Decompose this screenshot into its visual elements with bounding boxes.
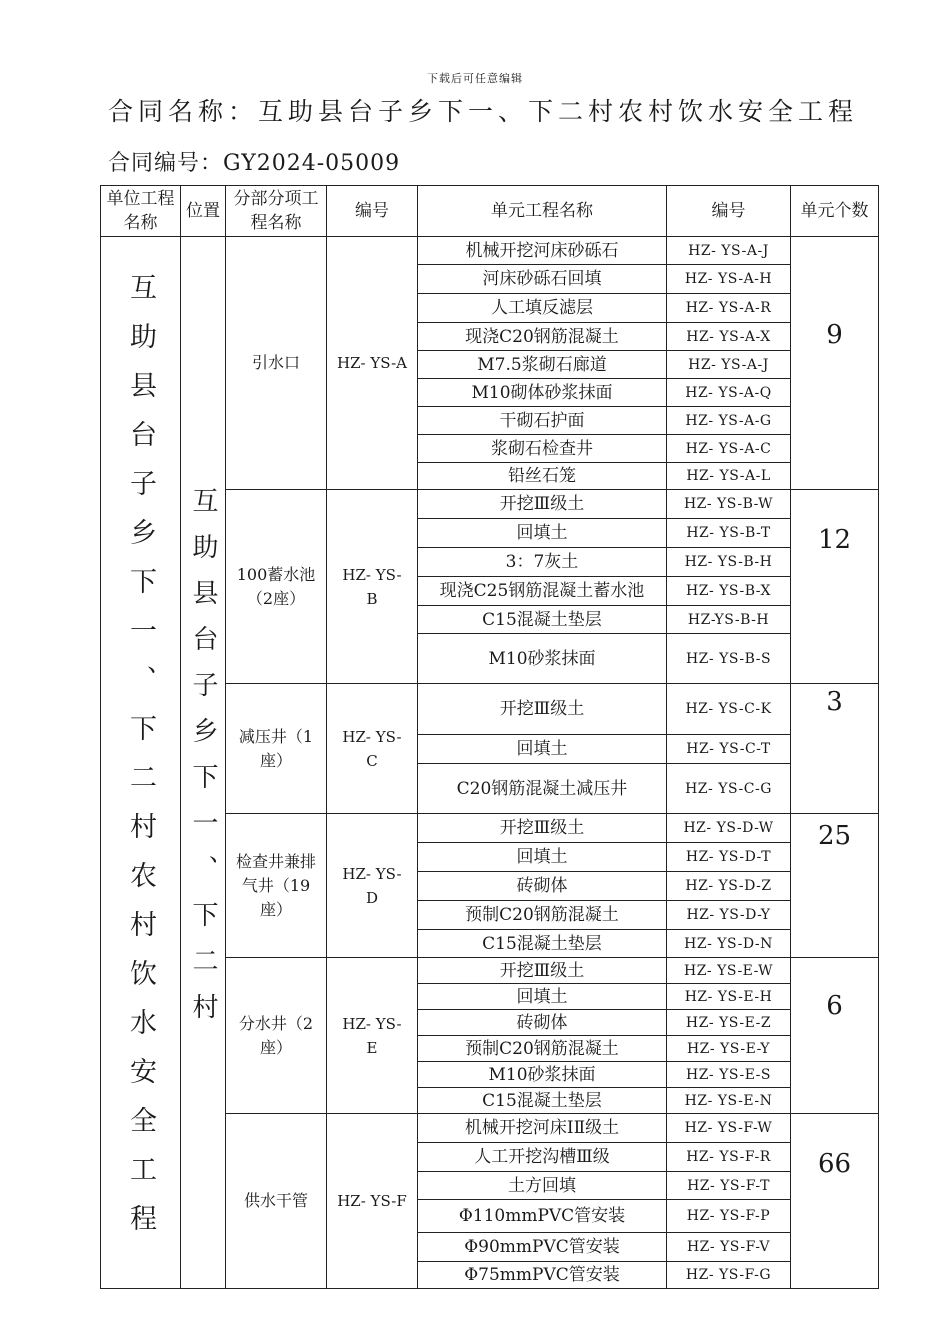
- element-code: HZ- YS-C-K: [667, 684, 791, 735]
- element-code: HZ- YS-F-R: [667, 1143, 791, 1172]
- element-count: 25: [791, 814, 879, 958]
- element-code: HZ- YS-F-V: [667, 1233, 791, 1262]
- element-name: 河床砂砾石回填: [418, 265, 667, 294]
- element-count: 12: [791, 490, 879, 684]
- element-code: HZ- YS-A-C: [667, 435, 791, 463]
- element-name: Φ110mmPVC管安装: [418, 1200, 667, 1233]
- sub-project-code: [327, 958, 418, 1114]
- element-name: 浆砌石检查井: [418, 435, 667, 463]
- element-count: 66: [791, 1114, 879, 1289]
- element-code: HZ- YS-D-W: [667, 814, 791, 843]
- element-name: 人工填反滤层: [418, 294, 667, 323]
- element-code: HZ- YS-D-Y: [667, 901, 791, 930]
- sub-project-name: 100蓄水池（2座）: [226, 490, 327, 684]
- sub-project-name: 减压井（1座）: [226, 684, 327, 814]
- header-sub-project-name: 分部分项工程名称: [226, 186, 327, 237]
- element-code: HZ- YS-E-N: [667, 1088, 791, 1114]
- element-code: HZ- YS-E-Y: [667, 1036, 791, 1062]
- sub-project-code: [327, 237, 418, 490]
- element-name: 预制C20钢筋混凝土: [418, 1036, 667, 1062]
- element-code: HZ- YS-A-H: [667, 265, 791, 294]
- element-name: 回填土: [418, 843, 667, 872]
- header-code: 编号: [327, 186, 418, 237]
- element-name: C15混凝土垫层: [418, 606, 667, 634]
- element-name: 铅丝石笼: [418, 463, 667, 490]
- element-name: 回填土: [418, 735, 667, 764]
- element-name: 回填土: [418, 984, 667, 1010]
- contract-number: 合同编号：GY2024-05009: [108, 151, 401, 176]
- element-name: C20钢筋混凝土减压井: [418, 764, 667, 814]
- element-code: HZ- YS-B-W: [667, 490, 791, 519]
- element-code: HZ- YS-E-W: [667, 958, 791, 984]
- element-name: 3：7灰土: [418, 548, 667, 577]
- sub-project-code: [327, 1114, 418, 1289]
- element-code: HZ- YS-A-G: [667, 407, 791, 435]
- element-code: HZ- YS-E-H: [667, 984, 791, 1010]
- element-name: 开挖Ⅲ级土: [418, 814, 667, 843]
- element-name: 回填土: [418, 519, 667, 548]
- element-code: HZ- YS-A-R: [667, 294, 791, 323]
- element-code: HZ- YS-D-Z: [667, 872, 791, 901]
- header-element-count: 单元个数: [791, 186, 879, 237]
- sub-project-code-text: HZ- YS-D: [342, 864, 402, 907]
- element-count: 6: [791, 958, 879, 1114]
- element-code: HZ- YS-B-S: [667, 634, 791, 684]
- sub-project-code-text: HZ- YS-B: [342, 565, 402, 608]
- table-row: [101, 237, 879, 265]
- element-name: M10砂浆抹面: [418, 634, 667, 684]
- sub-project-name: 分水井（2座）: [226, 958, 327, 1114]
- element-name: 人工开挖沟槽Ⅲ级: [418, 1143, 667, 1172]
- sub-project-name: 供水干管: [226, 1114, 327, 1289]
- element-name: M10砂浆抹面: [418, 1062, 667, 1088]
- table-body: [101, 237, 879, 1289]
- header-location: 位置: [181, 186, 226, 237]
- element-name: 现浇C25钢筋混凝土蓄水池: [418, 577, 667, 606]
- element-name: 机械开挖河床砂砾石: [418, 237, 667, 265]
- element-code: HZ- YS-D-T: [667, 843, 791, 872]
- element-count: 3: [791, 684, 879, 814]
- element-name: 开挖Ⅲ级土: [418, 684, 667, 735]
- unit-project-name: 互助县台子乡下一、下二村农村饮水安全工程: [125, 272, 156, 1253]
- element-name: 开挖Ⅲ级土: [418, 490, 667, 519]
- element-code: HZ- YS-A-Q: [667, 379, 791, 407]
- sub-project-name: 检查井兼排气井（19座）: [226, 814, 327, 958]
- element-code: HZ- YS-B-X: [667, 577, 791, 606]
- element-name: M10砌体砂浆抹面: [418, 379, 667, 407]
- element-code: HZ-YS-B-H: [667, 606, 791, 634]
- sub-project-code-text: HZ- YS-E: [342, 1014, 402, 1057]
- element-code: HZ- YS-A-X: [667, 323, 791, 351]
- location-cell: [181, 237, 226, 1289]
- element-name: 砖砌体: [418, 872, 667, 901]
- element-name: 机械开挖河床ⅠⅡ级土: [418, 1114, 667, 1143]
- element-name: M7.5浆砌石廊道: [418, 351, 667, 379]
- sub-project-code: [327, 814, 418, 958]
- sub-project-code-text: HZ- YS-F: [337, 1192, 407, 1210]
- header-element-code: 编号: [667, 186, 791, 237]
- element-code: HZ- YS-C-T: [667, 735, 791, 764]
- element-code: HZ- YS-B-H: [667, 548, 791, 577]
- header-note: 下载后可任意编辑: [427, 72, 523, 85]
- sub-project-code-text: HZ- YS-C: [342, 727, 402, 770]
- element-name: 土方回填: [418, 1172, 667, 1200]
- element-code: HZ- YS-F-T: [667, 1172, 791, 1200]
- element-name: 砖砌体: [418, 1010, 667, 1036]
- sub-project-code-text: HZ- YS-A: [337, 354, 407, 372]
- element-name: 现浇C20钢筋混凝土: [418, 323, 667, 351]
- project-division-table: [100, 185, 879, 1289]
- location-name: 互助县台子乡下一、下二村: [188, 486, 218, 1039]
- element-count: 9: [791, 237, 879, 490]
- element-code: HZ- YS-D-N: [667, 930, 791, 958]
- sub-project-code: [327, 490, 418, 684]
- table-header-row: [101, 186, 879, 237]
- element-name: C15混凝土垫层: [418, 930, 667, 958]
- element-code: HZ- YS-A-J: [667, 237, 791, 265]
- element-code: HZ- YS-F-W: [667, 1114, 791, 1143]
- element-name: 干砌石护面: [418, 407, 667, 435]
- sub-project-code: [327, 684, 418, 814]
- element-code: HZ- YS-A-J: [667, 351, 791, 379]
- element-code: HZ- YS-E-S: [667, 1062, 791, 1088]
- element-code: HZ- YS-E-Z: [667, 1010, 791, 1036]
- header-element-project-name: 单元工程名称: [418, 186, 667, 237]
- element-code: HZ- YS-F-G: [667, 1262, 791, 1289]
- element-name: Φ75mmPVC管安装: [418, 1262, 667, 1289]
- sub-project-name: 引水口: [226, 237, 327, 490]
- contract-title: 合同名称：互助县台子乡下一、下二村农村饮水安全工程: [108, 97, 859, 126]
- element-name: 开挖Ⅲ级土: [418, 958, 667, 984]
- element-name: C15混凝土垫层: [418, 1088, 667, 1114]
- header-unit-project-name: 单位工程名称: [101, 186, 181, 237]
- element-code: HZ- YS-B-T: [667, 519, 791, 548]
- element-code: HZ- YS-C-G: [667, 764, 791, 814]
- unit-project-cell: [101, 237, 181, 1289]
- element-name: 预制C20钢筋混凝土: [418, 901, 667, 930]
- element-name: Φ90mmPVC管安装: [418, 1233, 667, 1262]
- element-code: HZ- YS-A-L: [667, 463, 791, 490]
- element-code: HZ- YS-F-P: [667, 1200, 791, 1233]
